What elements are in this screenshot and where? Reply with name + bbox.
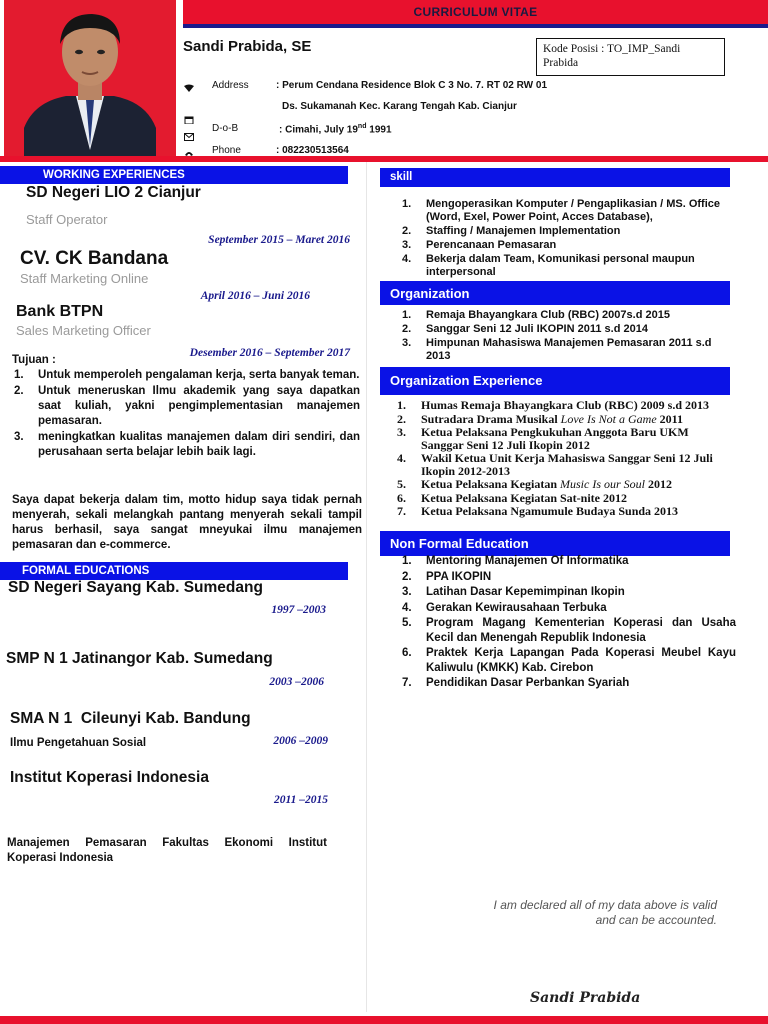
tujuan-list: [10, 368, 360, 461]
list-item: 3. Ketua Pelaksana Pengkukuhan Anggota Baru UKM Sanggar Seni 12 Juli Ikopin 2012: [397, 425, 689, 452]
column-divider: [366, 162, 367, 1012]
school-period: 2011 –2015: [274, 794, 328, 806]
school-name: SMP N 1 Jatinangor Kab. Sumedang: [6, 650, 273, 667]
address-label: Address: [212, 80, 249, 91]
person-photo-icon: [4, 0, 176, 156]
list-item: 2. Untuk meneruskan Ilmu akademik yang saya dapatkan saat kuliah, yakni pengimplementasian manajemen pemasaran.: [14, 385, 360, 427]
skill-list: [398, 198, 728, 280]
cv-title: CURRICULUM VITAE: [413, 5, 538, 19]
address-line-1: : Perum Cendana Residence Blok C 3 No. 7. RT 02 RW 01: [276, 80, 548, 91]
tujuan-label: Tujuan :: [12, 354, 56, 366]
list-item: 6. Praktek Kerja Lapangan Pada Koperasi Meubel Kayu Kaliwulu (KMKK) Kab. Cirebon: [402, 647, 736, 674]
non-formal-list: [398, 554, 736, 692]
organization-list: [398, 309, 728, 364]
footer-bar: [0, 1016, 768, 1024]
list-item: 1. Mengoperasikan Komputer / Pengaplikasian / MS. Office (Word, Exel, Power Point, Acces Database),: [402, 198, 721, 223]
job-company: Bank BTPN: [16, 303, 104, 320]
school-period: 1997 –2003: [271, 604, 326, 616]
full-name: Sandi Prabida, SE: [183, 38, 312, 55]
signature: Sandi Prabida: [530, 990, 641, 1006]
phone-label: Phone: [212, 145, 241, 156]
list-item: 3. Latihan Dasar Kepemimpinan Ikopin: [402, 586, 625, 598]
envelope-icon: [184, 133, 194, 141]
header-bar: [183, 0, 768, 28]
list-item: 5. Program Magang Kementerian Koperasi dan Usaha Kecil dan Menengah Republik Indonesia: [402, 617, 736, 644]
dob-value: : Cimahi, July 19nd 1991: [279, 123, 392, 136]
declaration-text: I am declared all of my data above is valid and can be accounted.: [493, 898, 717, 927]
list-item: 4. Gerakan Kewirausahaan Terbuka: [402, 601, 607, 614]
list-item: 4. Wakil Ketua Unit Kerja Mahasiswa Sanggar Seni 12 Juli Ikopin 2012-2013: [397, 451, 713, 478]
school-name: SD Negeri Sayang Kab. Sumedang: [8, 579, 263, 596]
school-major: Ilmu Pengetahuan Sosial: [10, 737, 147, 749]
job-company: SD Negeri LIO 2 Cianjur: [26, 184, 201, 201]
non-formal-education-heading: Non Formal Education: [380, 531, 730, 556]
skill-heading: skill: [380, 168, 730, 187]
list-item: 3. Himpunan Mahasiswa Manajemen Pemasaran 2011 s.d 2013: [402, 337, 712, 362]
formal-educations-heading: FORMAL EDUCATIONS: [0, 562, 348, 580]
dob-label: D-o-B: [212, 123, 239, 134]
school-period: 2006 –2009: [273, 735, 328, 747]
list-item: 2. Sutradara Drama Musikal Love Is Not a Game 2011: [397, 411, 684, 426]
job-role: Sales Marketing Officer: [16, 323, 151, 338]
organization-experience-heading: Organization Experience: [380, 367, 730, 395]
tujuan-paragraph: Saya dapat bekerja dalam tim, motto hidup saya tidak pernah menyerah, sekali melangkah pantang menyerah sekali tampil harus berhasil, saya sangat mneyukai ilmu manajemen pemasaran dan e-commerce.: [12, 494, 362, 551]
list-item: 7. Ketua Pelaksana Ngamumule Budaya Sunda 2013: [397, 504, 679, 518]
address-line-2: Ds. Sukamanah Kec. Karang Tengah Kab. Cianjur: [282, 101, 517, 112]
list-item: 3. meningkatkan kualitas manajemen dalam diri sendiri, dan perusahaan serta belajar lebih baik lagi.: [14, 431, 360, 458]
list-item: 7. Pendidikan Dasar Perbankan Syariah: [402, 677, 630, 689]
list-item: 1. Untuk memperoleh pengalaman kerja, serta banyak teman.: [14, 369, 360, 381]
list-item: 4. Bekerja dalam Team, Komunikasi personal maupun interpersonal: [402, 253, 695, 278]
calendar-icon: [184, 116, 194, 124]
school-period: 2003 –2006: [269, 676, 324, 688]
profile-photo: [4, 0, 176, 156]
school-name: Institut Koperasi Indonesia: [10, 769, 209, 786]
school-name: SMA N 1 Cileunyi Kab. Bandung: [10, 710, 251, 727]
list-item: 5. Ketua Pelaksana Kegiatan Music Is our Soul 2012: [397, 477, 673, 491]
job-period: Desember 2016 – September 2017: [189, 347, 350, 359]
job-period: April 2016 – Juni 2016: [200, 290, 310, 302]
header-divider: [0, 156, 768, 162]
list-item: 6. Ketua Pelaksana Kegiatan Sat-nite 2012: [397, 490, 627, 505]
list-item: 2. Staffing / Manajemen Implementation: [402, 225, 621, 237]
job-role: Staff Marketing Online: [20, 271, 149, 286]
job-role: Staff Operator: [26, 212, 108, 227]
map-pin-icon: [184, 84, 194, 92]
list-item: 1. Humas Remaja Bhayangkara Club (RBC) 2009 s.d 2013: [397, 398, 710, 412]
job-period: September 2015 – Maret 2016: [208, 234, 350, 246]
job-company: CV. CK Bandana: [20, 248, 169, 269]
list-item: 1. Mentoring Manajemen Of Informatika: [402, 555, 629, 567]
list-item: 2. Sanggar Seni 12 Juli IKOPIN 2011 s.d 2014: [402, 323, 648, 335]
organization-heading: Organization: [380, 281, 730, 305]
phone-value: : 082230513564: [276, 145, 349, 156]
faculty-text: Manajemen Pemasaran Fakultas Ekonomi Institut Koperasi Indonesia: [7, 837, 327, 864]
working-experiences-heading: WORKING EXPERIENCES: [0, 166, 348, 184]
list-item: 1. Remaja Bhayangkara Club (RBC) 2007s.d 2015: [402, 309, 670, 321]
list-item: 3. Perencanaan Pemasaran: [402, 239, 557, 251]
list-item: 2. PPA IKOPIN: [402, 570, 492, 583]
position-code: Kode Posisi : TO_IMP_Sandi Prabida: [536, 38, 725, 76]
org-experience-list: [393, 399, 733, 519]
